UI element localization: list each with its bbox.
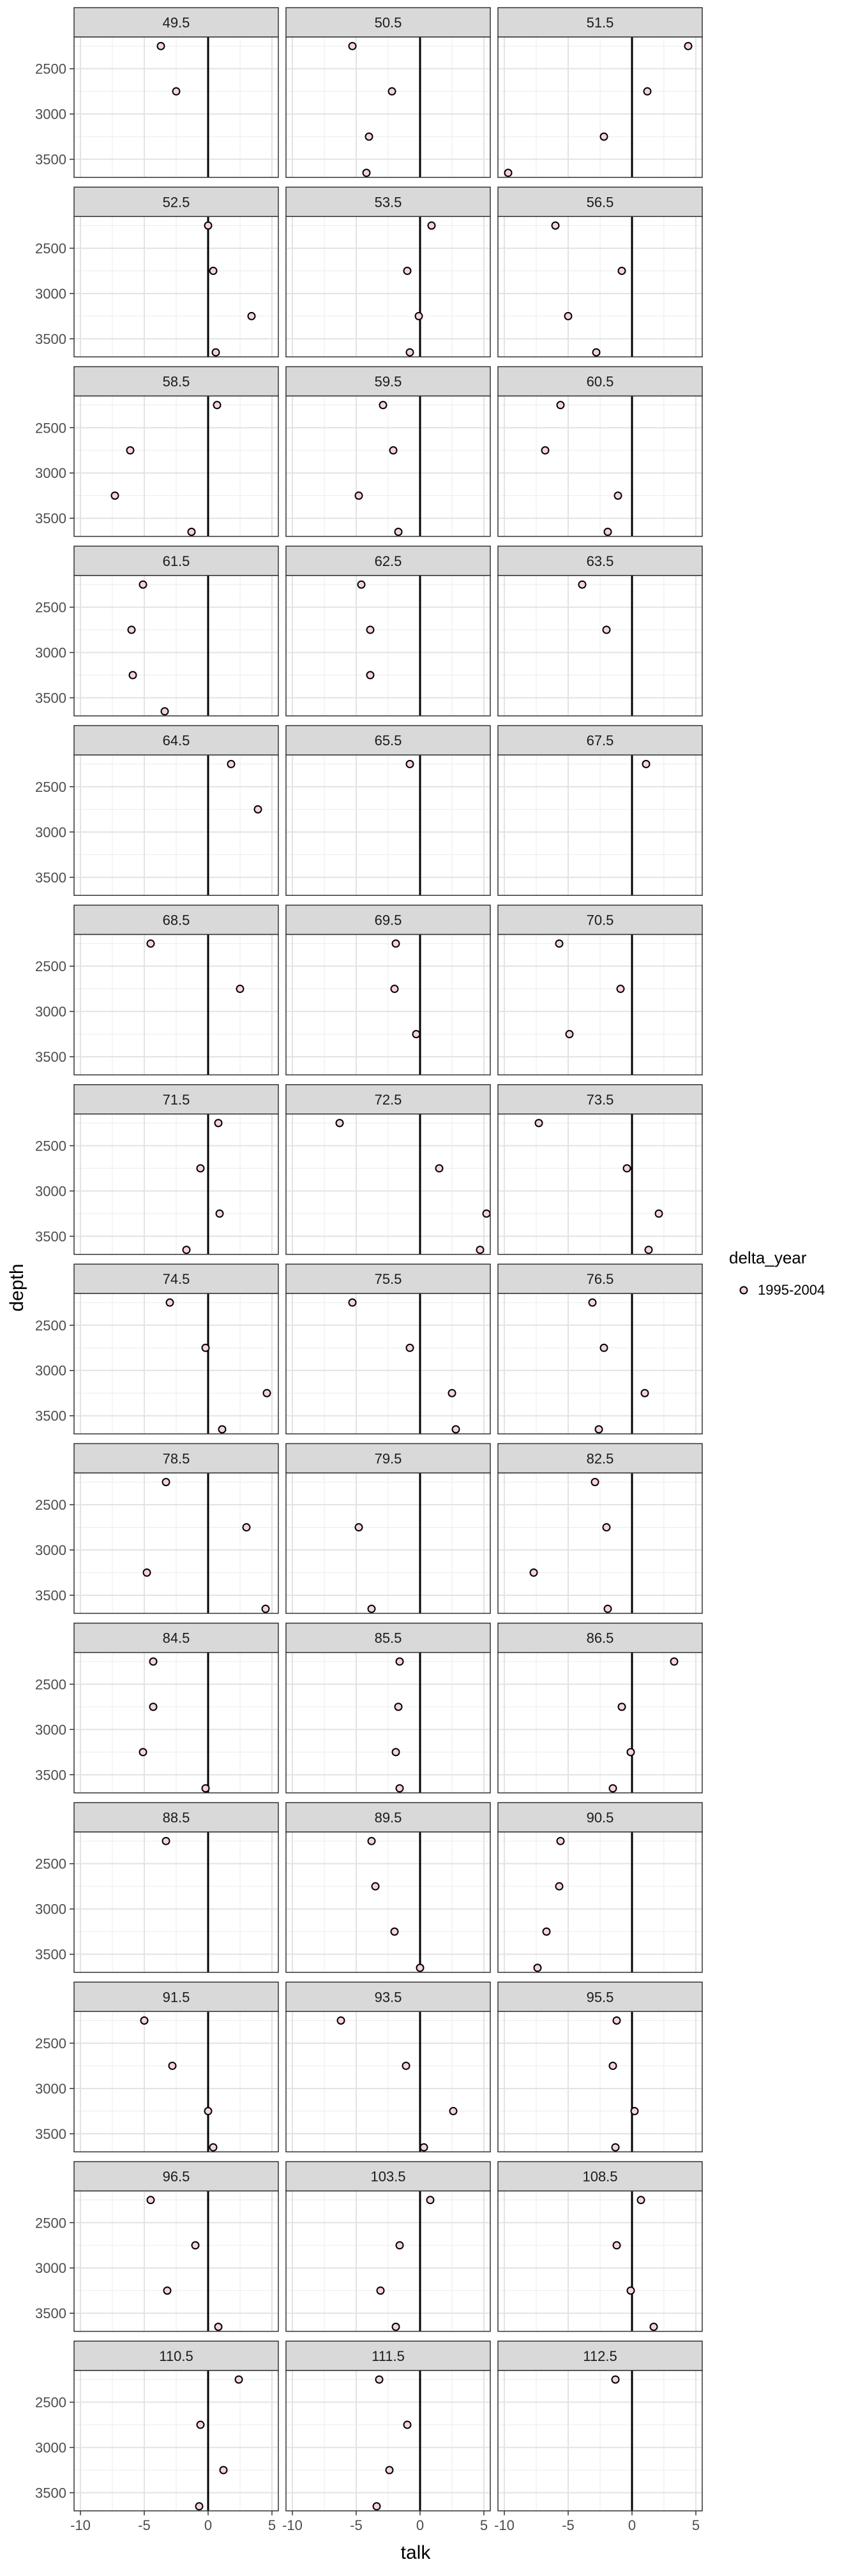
facet-panel (498, 905, 702, 1075)
facet-strip-label: 51.5 (586, 15, 614, 31)
x-tick-label: -5 (138, 2517, 151, 2533)
facet-panel (286, 726, 490, 895)
y-tick-label: 3000 (35, 1901, 66, 1917)
x-tick-label: 5 (267, 2517, 276, 2533)
data-point (368, 1838, 375, 1845)
x-tick-label: -5 (350, 2517, 363, 2533)
data-point (228, 761, 235, 768)
y-tick-label: 3500 (35, 2126, 66, 2142)
data-point (407, 761, 414, 768)
y-tick-label: 3000 (35, 106, 66, 123)
x-tick-label: 0 (628, 2517, 636, 2533)
data-point (393, 940, 400, 947)
facet-strip-label: 86.5 (586, 1630, 614, 1646)
data-point (349, 43, 356, 50)
facet-strip-label: 91.5 (162, 1989, 190, 2006)
data-point (367, 627, 374, 634)
data-point (393, 1748, 400, 1755)
data-point (613, 2017, 621, 2024)
data-point (536, 1119, 543, 1126)
data-point (158, 43, 165, 50)
y-tick-label: 3000 (35, 2260, 66, 2277)
data-point (617, 985, 624, 992)
y-tick-label: 3500 (35, 1767, 66, 1783)
data-point (396, 2242, 403, 2249)
facet-panel (498, 1982, 702, 2152)
facet-strip-label: 59.5 (374, 373, 402, 390)
data-point (162, 708, 169, 715)
facet-panel (498, 187, 702, 357)
data-point (453, 1426, 460, 1433)
legend-key (741, 1287, 748, 1294)
data-point (565, 313, 572, 320)
facet-panel (494, 2341, 702, 2533)
data-point (610, 2062, 617, 2069)
y-tick-label: 3500 (35, 510, 66, 527)
x-axis-title: talk (400, 2542, 431, 2563)
facet-panel (286, 187, 490, 357)
data-point (638, 2196, 645, 2203)
data-point (592, 1478, 599, 1485)
facet-strip-label: 71.5 (162, 1091, 190, 1108)
data-point (130, 672, 137, 679)
facet-strip-label: 60.5 (586, 373, 614, 390)
data-point (628, 1748, 635, 1755)
facet-strip-label: 84.5 (162, 1630, 190, 1646)
facet-strip-label: 61.5 (162, 553, 190, 569)
y-tick-label: 3000 (35, 2439, 66, 2456)
facet-panel (286, 1443, 490, 1613)
data-point (210, 2144, 217, 2151)
y-tick-label: 2500 (35, 61, 66, 77)
data-point (644, 88, 651, 95)
facet-strip-label: 63.5 (586, 553, 614, 569)
y-tick-label: 2500 (35, 1138, 66, 1154)
data-point (505, 169, 512, 176)
y-tick-label: 3500 (35, 1946, 66, 1963)
data-point (407, 1344, 414, 1351)
data-point (150, 1703, 157, 1710)
y-tick-label: 2500 (35, 1856, 66, 1872)
data-point (356, 1524, 363, 1531)
data-point (619, 1703, 626, 1710)
facet-strip-label: 75.5 (374, 1271, 402, 1288)
x-tick-label: 0 (204, 2517, 213, 2533)
facet-strip-label: 58.5 (162, 373, 190, 390)
y-tick-label: 2500 (35, 240, 66, 257)
data-point (197, 1165, 204, 1172)
y-tick-label: 3000 (35, 285, 66, 302)
y-tick-label: 2500 (35, 778, 66, 795)
y-axis-title: depth (6, 1263, 27, 1312)
data-point (167, 1299, 174, 1306)
y-tick-label: 3500 (35, 2485, 66, 2501)
data-point (147, 2196, 154, 2203)
data-point (417, 1964, 424, 1971)
data-point (603, 627, 610, 634)
y-tick-label: 2500 (35, 2394, 66, 2411)
data-point (396, 1658, 403, 1665)
facet-strip-label: 67.5 (586, 733, 614, 749)
data-point (169, 2062, 176, 2069)
data-point (534, 1964, 541, 1971)
facet-strip-label: 68.5 (162, 912, 190, 928)
facet-panel (286, 8, 490, 177)
facet-strip-label: 53.5 (374, 194, 402, 211)
data-point (366, 133, 373, 140)
y-tick-label: 3000 (35, 465, 66, 482)
facet-strip-label: 64.5 (162, 733, 190, 749)
data-point (264, 1390, 271, 1397)
data-point (566, 1031, 573, 1038)
facet-panel (498, 2162, 702, 2332)
y-tick-label: 2500 (35, 1317, 66, 1334)
data-point (248, 313, 255, 320)
data-point (579, 581, 586, 588)
x-tick-label: -10 (494, 2517, 515, 2533)
data-point (380, 401, 387, 408)
data-point (556, 1883, 563, 1890)
data-point (349, 1299, 356, 1306)
data-point (593, 349, 600, 356)
x-tick-label: 5 (691, 2517, 700, 2533)
data-point (656, 1210, 663, 1217)
data-point (216, 1210, 223, 1217)
facet-strip-label: 111.5 (372, 2348, 405, 2364)
data-point (197, 2422, 204, 2429)
legend-label: 1995-2004 (758, 1282, 825, 1298)
data-point (127, 447, 134, 454)
data-point (421, 2144, 428, 2151)
data-point (215, 1119, 222, 1126)
data-point (356, 492, 363, 499)
facet-strip-label: 90.5 (586, 1810, 614, 1826)
data-point (645, 1246, 652, 1253)
data-point (428, 222, 435, 229)
facet-strip-label: 56.5 (586, 194, 614, 211)
data-point (377, 2287, 384, 2294)
x-tick-label: -10 (282, 2517, 303, 2533)
data-point (393, 2323, 400, 2330)
data-point (610, 1785, 617, 1792)
data-point (367, 672, 374, 679)
y-tick-label: 2500 (35, 1497, 66, 1514)
data-point (552, 222, 559, 229)
data-point (163, 1838, 170, 1845)
facet-panel (498, 8, 702, 177)
x-tick-label: 5 (479, 2517, 488, 2533)
facet-strip-label: 74.5 (162, 1271, 190, 1288)
facet-panel (498, 546, 702, 716)
data-point (612, 2376, 619, 2383)
data-point (390, 447, 397, 454)
facet-strip-label: 73.5 (586, 1091, 614, 1108)
data-point (685, 43, 692, 50)
data-point (140, 1748, 147, 1755)
facet-strip-label: 62.5 (374, 553, 402, 569)
data-point (613, 2242, 621, 2249)
data-point (450, 2108, 457, 2115)
data-point (605, 528, 612, 535)
data-point (389, 88, 396, 95)
data-point (391, 985, 398, 992)
y-tick-label: 2500 (35, 2215, 66, 2231)
data-point (219, 1426, 226, 1433)
y-tick-label: 3500 (35, 869, 66, 886)
data-point (631, 2108, 638, 2115)
data-point (407, 349, 414, 356)
data-point (144, 1569, 151, 1576)
data-point (543, 1928, 550, 1935)
data-point (140, 581, 147, 588)
facet-strip-label: 50.5 (374, 15, 402, 31)
facet-strip-label: 82.5 (586, 1450, 614, 1467)
facet-panel (498, 1803, 702, 1972)
data-point (214, 401, 221, 408)
data-point (386, 2467, 393, 2474)
data-point (651, 2323, 658, 2330)
data-point (368, 1605, 375, 1612)
data-point (542, 447, 549, 454)
y-tick-label: 2500 (35, 599, 66, 616)
facet-strip-label: 65.5 (374, 733, 402, 749)
data-point (220, 2467, 227, 2474)
data-point (163, 1478, 170, 1485)
y-tick-label: 2500 (35, 1676, 66, 1693)
data-point (338, 2017, 345, 2024)
y-tick-label: 3500 (35, 1588, 66, 1604)
data-point (531, 1569, 538, 1576)
data-point (601, 1344, 608, 1351)
data-point (404, 2422, 411, 2429)
facet-panel (286, 1085, 490, 1254)
data-point (404, 267, 411, 274)
facet-panel (286, 2162, 490, 2332)
facet-panel (282, 2341, 490, 2533)
facet-strip-label: 69.5 (374, 912, 402, 928)
facet-strip-label: 49.5 (162, 15, 190, 31)
facet-strip-label: 112.5 (583, 2348, 617, 2364)
data-point (642, 1390, 649, 1397)
data-point (449, 1390, 456, 1397)
data-point (403, 2062, 410, 2069)
facet-panel (286, 1982, 490, 2152)
data-point (237, 985, 244, 992)
y-tick-label: 3000 (35, 644, 66, 661)
facet-panel (286, 1803, 490, 1972)
data-point (483, 1210, 490, 1217)
facet-strip-label: 52.5 (162, 194, 190, 211)
data-point (150, 1658, 157, 1665)
data-point (128, 627, 135, 634)
y-tick-label: 3000 (35, 1004, 66, 1020)
facet-panel (498, 1623, 702, 1793)
facet-panel (286, 546, 490, 716)
data-point (112, 492, 119, 499)
facet-panel (286, 1264, 490, 1434)
x-tick-label: -5 (562, 2517, 575, 2533)
facet-panel (286, 367, 490, 537)
x-tick-label: 0 (416, 2517, 425, 2533)
data-point (373, 2503, 380, 2510)
data-point (173, 88, 180, 95)
data-point (601, 133, 608, 140)
data-point (589, 1299, 596, 1306)
y-tick-label: 3000 (35, 824, 66, 840)
facet-strip-label: 103.5 (370, 2168, 406, 2185)
facet-panel (286, 905, 490, 1075)
data-point (358, 581, 365, 588)
data-point (615, 492, 622, 499)
data-point (255, 806, 262, 813)
y-tick-label: 3500 (35, 151, 66, 168)
y-tick-label: 3000 (35, 2080, 66, 2097)
data-point (243, 1524, 250, 1531)
facet-panel (498, 1085, 702, 1254)
data-point (196, 2503, 203, 2510)
data-point (164, 2287, 171, 2294)
y-tick-label: 3500 (35, 2305, 66, 2322)
data-point (427, 2196, 434, 2203)
data-point (628, 2287, 635, 2294)
data-point (262, 1605, 269, 1612)
y-tick-label: 2500 (35, 958, 66, 975)
facet-strip-label: 110.5 (159, 2348, 193, 2364)
facet-strip-label: 85.5 (374, 1630, 402, 1646)
data-point (436, 1165, 443, 1172)
data-point (612, 2144, 619, 2151)
facet-panel (286, 1623, 490, 1793)
facet-strip-label: 78.5 (162, 1450, 190, 1467)
y-tick-label: 3500 (35, 1408, 66, 1424)
data-point (619, 267, 626, 274)
data-point (605, 1605, 612, 1612)
data-point (192, 2242, 199, 2249)
facet-strip-label: 70.5 (586, 912, 614, 928)
data-point (376, 2376, 383, 2383)
y-tick-label: 3500 (35, 331, 66, 347)
facet-strip-label: 72.5 (374, 1091, 402, 1108)
data-point (336, 1119, 343, 1126)
y-tick-label: 2500 (35, 2035, 66, 2051)
data-point (205, 2108, 212, 2115)
y-tick-label: 2500 (35, 420, 66, 436)
data-point (372, 1883, 379, 1890)
data-point (202, 1344, 209, 1351)
y-tick-label: 3000 (35, 1362, 66, 1379)
data-point (141, 2017, 148, 2024)
data-point (643, 761, 650, 768)
facet-strip-label: 108.5 (582, 2168, 618, 2185)
data-point (205, 222, 212, 229)
data-point (363, 169, 370, 176)
y-tick-label: 3500 (35, 1228, 66, 1245)
data-point (215, 2323, 222, 2330)
y-tick-label: 3000 (35, 1542, 66, 1559)
x-tick-label: -10 (70, 2517, 91, 2533)
data-point (396, 1785, 403, 1792)
facet-strip-label: 96.5 (162, 2168, 190, 2185)
data-point (624, 1165, 631, 1172)
data-point (202, 1785, 209, 1792)
legend-title: delta_year (729, 1248, 807, 1267)
data-point (603, 1524, 610, 1531)
data-point (671, 1658, 678, 1665)
facet-strip-label: 88.5 (162, 1810, 190, 1826)
data-point (183, 1246, 190, 1253)
data-point (188, 528, 195, 535)
data-point (413, 1031, 420, 1038)
y-tick-label: 3000 (35, 1722, 66, 1738)
data-point (395, 528, 402, 535)
y-tick-label: 3500 (35, 690, 66, 706)
data-point (557, 1838, 564, 1845)
facet-strip-label: 89.5 (374, 1810, 402, 1826)
facet-panel (498, 726, 702, 895)
facet-panel (498, 1443, 702, 1613)
data-point (416, 313, 423, 320)
data-point (147, 940, 154, 947)
data-point (556, 940, 563, 947)
facet-panel (498, 1264, 702, 1434)
facet-strip-label: 93.5 (374, 1989, 402, 2006)
facet-strip-label: 79.5 (374, 1450, 402, 1467)
data-point (395, 1703, 402, 1710)
facet-strip-label: 76.5 (586, 1271, 614, 1288)
data-point (596, 1426, 603, 1433)
facet-strip-label: 95.5 (586, 1989, 614, 2006)
data-point (391, 1928, 398, 1935)
y-tick-label: 3500 (35, 1049, 66, 1066)
data-point (477, 1246, 484, 1253)
data-point (557, 401, 564, 408)
facet-panel (498, 367, 702, 537)
data-point (213, 349, 220, 356)
data-point (236, 2376, 243, 2383)
y-tick-label: 3000 (35, 1183, 66, 1200)
data-point (210, 267, 217, 274)
